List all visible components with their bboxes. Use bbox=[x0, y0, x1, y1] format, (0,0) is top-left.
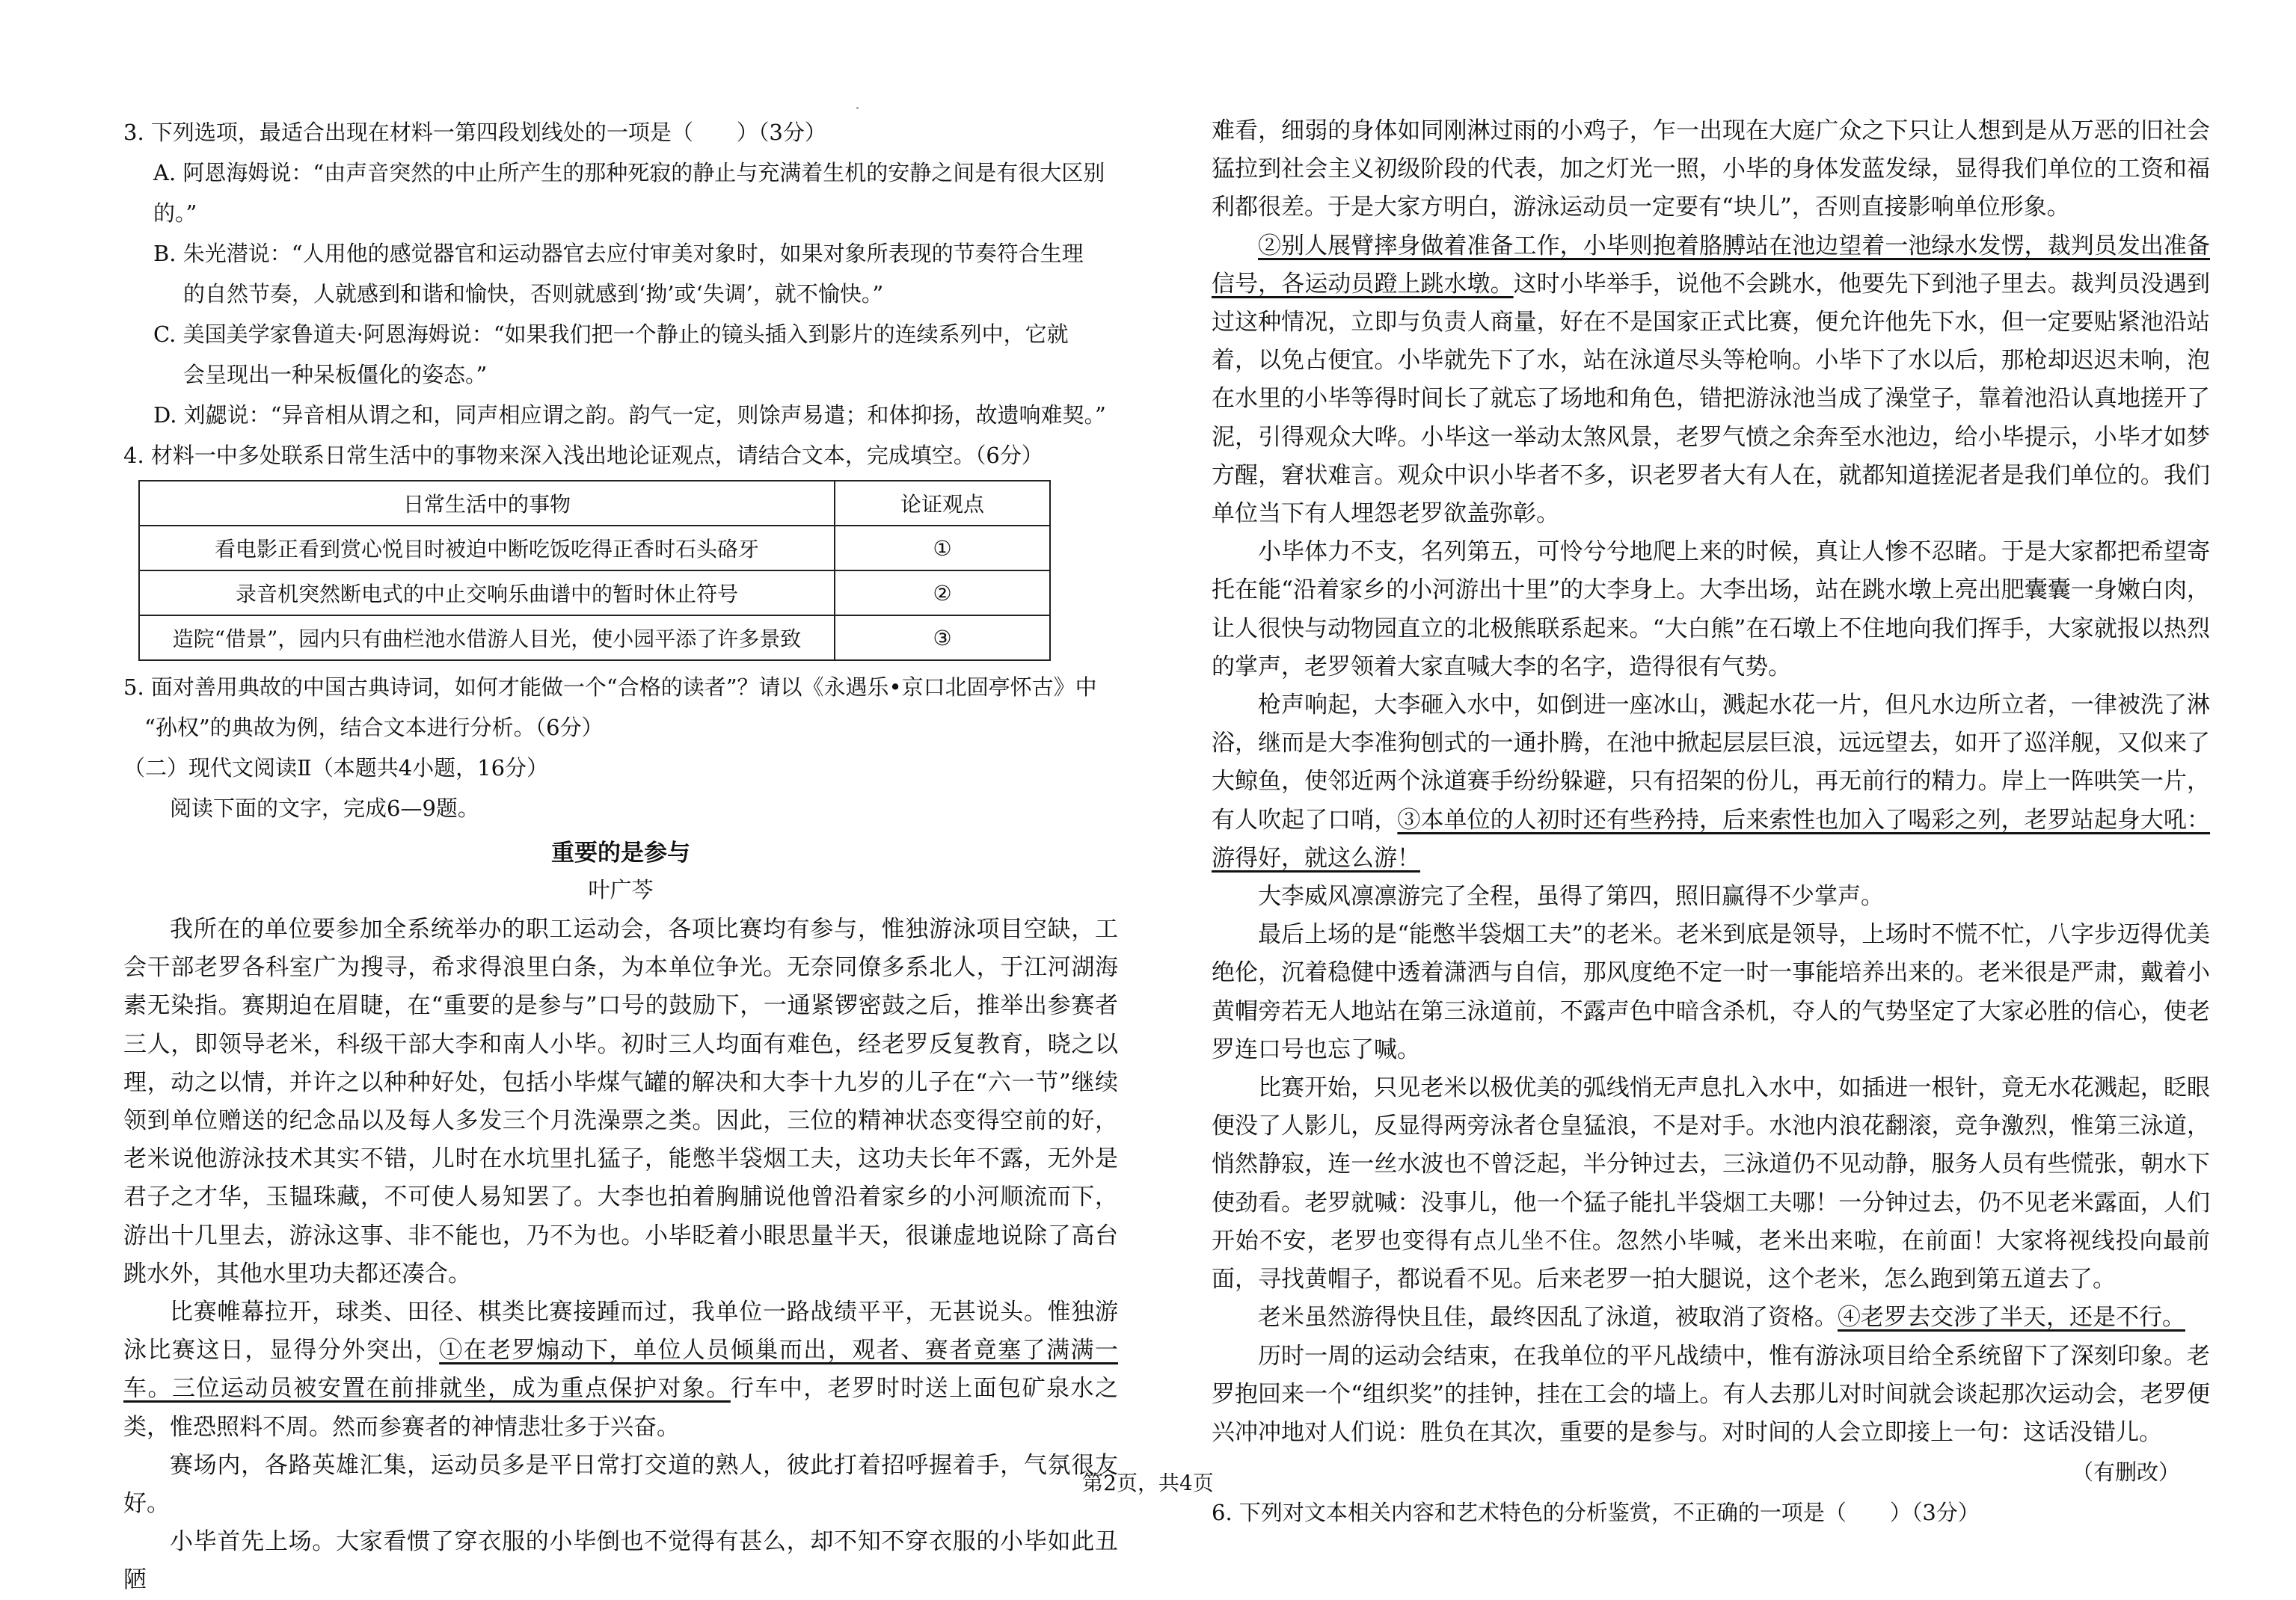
edited-note: （有删改） bbox=[2071, 1459, 2180, 1486]
option-c bbox=[123, 314, 1118, 395]
table-cell-blank: ① bbox=[835, 526, 1050, 570]
story-paragraph: 小毕体力不支，名列第五，可怜兮兮地爬上来的时候，真让人惨不忍睹。于是大家都把希望寄托在能“沿着家乡的小河游出十里”的大李身上。大李出场，站在跳水墩上亮出肥囊囊一身嫩白肉，让人很快与动物园直立的北极熊联系起来。“大白熊”在石墩上不住地向我们挥手，大家就报以热烈的掌声，老罗领着大家直喊大李的名字，造得很有气势。 bbox=[1212, 538, 2210, 680]
scan-dot bbox=[856, 107, 859, 109]
story-paragraph: 小毕首先上场。大家看惯了穿衣服的小毕倒也不觉得有甚么，却不知不穿衣服的小毕如此丑陋 bbox=[123, 1528, 1118, 1594]
option-b-line1: B. 朱光潜说：“人用他的感觉器官和运动器官去应付审美对象时，如果对象所表现的节奏符合生理 bbox=[153, 241, 1084, 266]
paragraph-text: 这时小毕举手，说他不会跳水，他要先下到池子里去。裁判员没遇到过这种情况，立即与负责人商量，好在不是国家正式比赛，便允许他先下水，但一定要贴紧池沿站着，以免占便宜。小毕就先下了水，站在泳道尽头等枪响。小毕下了水以后，那枪却迟迟未响，泡在水里的小毕等得时间长了就忘了场地和角色，错把游泳池当成了澡堂子，靠着池沿认真地搓开了泥，引得观众大哗。小毕这一举动太煞风景，老罗气愤之余奔至水池边，给小毕提示，小毕才如梦方醒，窘状难言。观众中识小毕者不多，识老罗者大有人在，就都知道搓泥者是我们单位的。我们单位当下有人埋怨老罗欲盖弥彰。 bbox=[1212, 270, 2211, 528]
story-paragraph bbox=[1212, 686, 2210, 878]
question-4-table bbox=[138, 480, 1051, 661]
story-paragraph bbox=[1212, 227, 2210, 534]
option-b bbox=[123, 233, 1118, 314]
option-c-line2: 会呈现出一种呆板僵化的姿态。” bbox=[183, 362, 488, 387]
table-cell-thing: 造院“借景”，园内只有曲栏池水借游人目光，使小园平添了许多景致 bbox=[139, 615, 835, 660]
story-paragraph bbox=[123, 1293, 1118, 1447]
story-paragraph: 我所在的单位要参加全系统举办的职工运动会，各项比赛均有参与，惟独游泳项目空缺，工会干部老罗各科室广为搜寻，希求得浪里白条，为本单位争光。无奈同僚多系北人，于江河湖海素无染指。赛期迫在眉睫，在“重要的是参与”口号的鼓励下，一通紧锣密鼓之后，推举出参赛者三人，即领导老米，科级干部大李和南人小毕。初时三人均面有难色，经老罗反复教育，晓之以理，动之以情，并许之以种种好处，包括小毕煤气罐的解决和大李十九岁的儿子在“六一节”继续领到单位赠送的纪念品以及每人多发三个月洗澡票之类。因此，三位的精神状态变得空前的好，老米说他游泳技术其实不错，儿时在水坑里扎猛子，能憋半袋烟工夫，这功夫长年不露，无外是君子之才华，玉韫珠藏，不可使人易知罢了。大李也拍着胸脯说他曾沿着家乡的小河顺流而下，游出十几里去，游泳这事、非不能也，乃不为也。小毕眨着小眼思量半天，很谦虚地说除了高台跳水外，其他水里功夫都还凑合。 bbox=[123, 916, 1118, 1287]
paragraph-text: 老米虽然游得快且佳，最终因乱了泳道，被取消了资格。 bbox=[1258, 1304, 1838, 1332]
table-row bbox=[139, 615, 1050, 660]
table-row bbox=[139, 570, 1050, 615]
underlined-sentence-3: ③本单位的人初时还有些矜持，后来索性也加入了喝彩之列，老罗站起身大吼：游得好，就这么游！ bbox=[1212, 806, 2211, 872]
underlined-sentence-1: ①在老罗煽动下，单位人员倾巢而出，观者、赛者竟塞了满满一车。三位运动员被安置在前排就坐，成为重点保护对象。 bbox=[123, 1337, 1119, 1403]
option-d: D. 刘勰说：“异音相从谓之和，同声相应谓之韵。韵气一定，则馀声易遣；和体抑扬，故遗响难契。” bbox=[153, 402, 1106, 428]
question-5-line1: 5. 面对善用典故的中国古典诗词，如何才能做一个“合格的读者”？请以《永遇乐•京口北固亭怀古》中 bbox=[123, 674, 1097, 700]
paragraph-text: 枪声响起，大李砸入水中，如倒进一座冰山，溅起水花一片，但凡水边所立者，一律被洗了淋浴，继而是大李准狗刨式的一通扑腾，在池中掀起层层巨浪，远远望去，如开了巡洋舰，又似来了大鲸鱼，使邻近两个泳道赛手纷纷躲避，只有招架的份儿，再无前行的精力。岸上一阵哄笑一片，有人吹起了口哨， bbox=[1212, 692, 2210, 834]
table-cell-thing: 录音机突然断电式的中止交响乐曲谱中的暂时休止符号 bbox=[139, 570, 835, 615]
question-5-line2: “孙权”的典故为例，结合文本进行分析。（6分） bbox=[144, 715, 604, 740]
story-author: 叶广芩 bbox=[588, 877, 654, 902]
story-paragraph: 难看，细弱的身体如同刚淋过雨的小鸡子，乍一出现在大庭广众之下只让人想到是从万恶的旧社会猛拉到社会主义初级阶段的代表，加之灯光一照，小毕的身体发蓝发绿，显得我们单位的工资和福利都很差。于是大家方明白，游泳运动员一定要有“块儿”，否则直接影响单位形象。 bbox=[1212, 117, 2210, 221]
page-footer: 第2页，共4页 bbox=[1082, 1471, 1214, 1495]
story-paragraph: 比赛开始，只见老米以极优美的弧线悄无声息扎入水中，如插进一根针，竟无水花溅起，眨眼便没了人影儿，反显得两旁泳者仓皇猛浪，不是对手。水池内浪花翻滚，竞争激烈，惟第三泳道，悄然静寂，连一丝水波也不曾泛起，半分钟过去，三泳道仍不见动静，服务人员有些慌张，朝水下使劲看。老罗就喊：没事儿，他一个猛子能扎半袋烟工夫哪！一分钟过去，仍不见老米露面，人们开始不安，老罗也变得有点儿坐不住。忽然小毕喊，老米出来啦，在前面！大家将视线投向最前面，寻找黄帽子，都说看不见。后来老罗一拍大腿说，这个老米，怎么跑到第五道去了。 bbox=[1212, 1074, 2210, 1293]
story-paragraph: 最后上场的是“能憋半袋烟工夫”的老米。老米到底是领导，上场时不慌不忙，八字步迈得优美绝伦，沉着稳健中透着潇洒与自信，那风度绝不定一时一事能培养出来的。老米很是严肃，戴着小黄帽旁若无人地站在第三泳道前，不露声色中暗含杀机，夺人的气势坚定了大家必胜的信心，使老罗连口号也忘了喊。 bbox=[1212, 921, 2210, 1063]
table-header-things: 日常生活中的事物 bbox=[139, 481, 835, 526]
option-a: A. 阿恩海姆说：“由声音突然的中止所产生的那种死寂的静止与充满着生机的安静之间是有很大区别的。” bbox=[153, 160, 1105, 226]
paragraph-text: 比赛帷幕拉开，球类、田径、棋类比赛接踵而过，我单位一路战绩平平，无甚说头。惟独游泳比赛这日，显得分外突出， bbox=[123, 1299, 1118, 1364]
option-c-line1: C. 美国美学家鲁道夫·阿恩海姆说：“如果我们把一个静止的镜头插入到影片的连续系列中，它就 bbox=[153, 321, 1069, 347]
table-row bbox=[139, 526, 1050, 570]
section-heading: （二）现代文阅读Ⅱ（本题共4小题，16分） bbox=[123, 755, 549, 781]
reading-instruction: 阅读下面的文字，完成6—9题。 bbox=[170, 796, 479, 821]
option-b-line2: 的自然节奏，人就感到和谐和愉快，否则就感到‘拗’或‘失调’，就不愉快。” bbox=[183, 281, 884, 307]
story-paragraph bbox=[1212, 1299, 2210, 1337]
story-title: 重要的是参与 bbox=[551, 840, 690, 867]
table-header-viewpoint: 论证观点 bbox=[835, 481, 1050, 526]
story-paragraph: 历时一周的运动会结束，在我单位的平凡战绩中，惟有游泳项目给全系统留下了深刻印象。老罗抱回来一个“组织奖”的挂钟，挂在工会的墙上。有人去那儿对时间就会谈起那次运动会，老罗便兴冲冲地对人们说：胜负在其次，重要的是参与。对时间的人会立即接上一句：这话没错儿。 bbox=[1212, 1342, 2210, 1446]
right-column bbox=[1212, 112, 2210, 1533]
paragraph-text: 行车中，老罗时时送上面包矿泉水之类，惟恐照料不周。然而参赛者的神情悲壮多于兴奋。 bbox=[123, 1375, 1118, 1441]
table-cell-blank: ② bbox=[835, 570, 1050, 615]
story-paragraph: 赛场内，各路英雄汇集，运动员多是平日常打交道的熟人，彼此打着招呼握着手，气氛很友好。 bbox=[123, 1451, 1118, 1518]
question-6-stem: 6. 下列对文本相关内容和艺术特色的分析鉴赏，不正确的一项是（ ）（3分） bbox=[1212, 1500, 1980, 1526]
table-header-row bbox=[139, 481, 1050, 526]
left-column bbox=[123, 112, 1118, 1600]
underlined-sentence-2: ②别人展臂摔身做着准备工作，小毕则抱着胳膊站在池边望着一池绿水发愣，裁判员发出准备信号，各运动员蹬上跳水墩。 bbox=[1212, 232, 2210, 298]
table-cell-blank: ③ bbox=[835, 615, 1050, 660]
question-3-stem: 3. 下列选项，最适合出现在材料一第四段划线处的一项是（ ）（3分） bbox=[123, 120, 826, 145]
table-cell-thing: 看电影正看到赏心悦目时被迫中断吃饭吃得正香时石头硌牙 bbox=[139, 526, 835, 570]
story-paragraph: 大李威风凛凛游完了全程，虽得了第四，照旧赢得不少掌声。 bbox=[1258, 883, 1884, 911]
underlined-sentence-4: ④老罗去交涉了半天，还是不行。 bbox=[1838, 1304, 2185, 1332]
question-4-stem: 4. 材料一中多处联系日常生活中的事物来深入浅出地论证观点，请结合文本，完成填空。（6分） bbox=[123, 443, 1043, 468]
